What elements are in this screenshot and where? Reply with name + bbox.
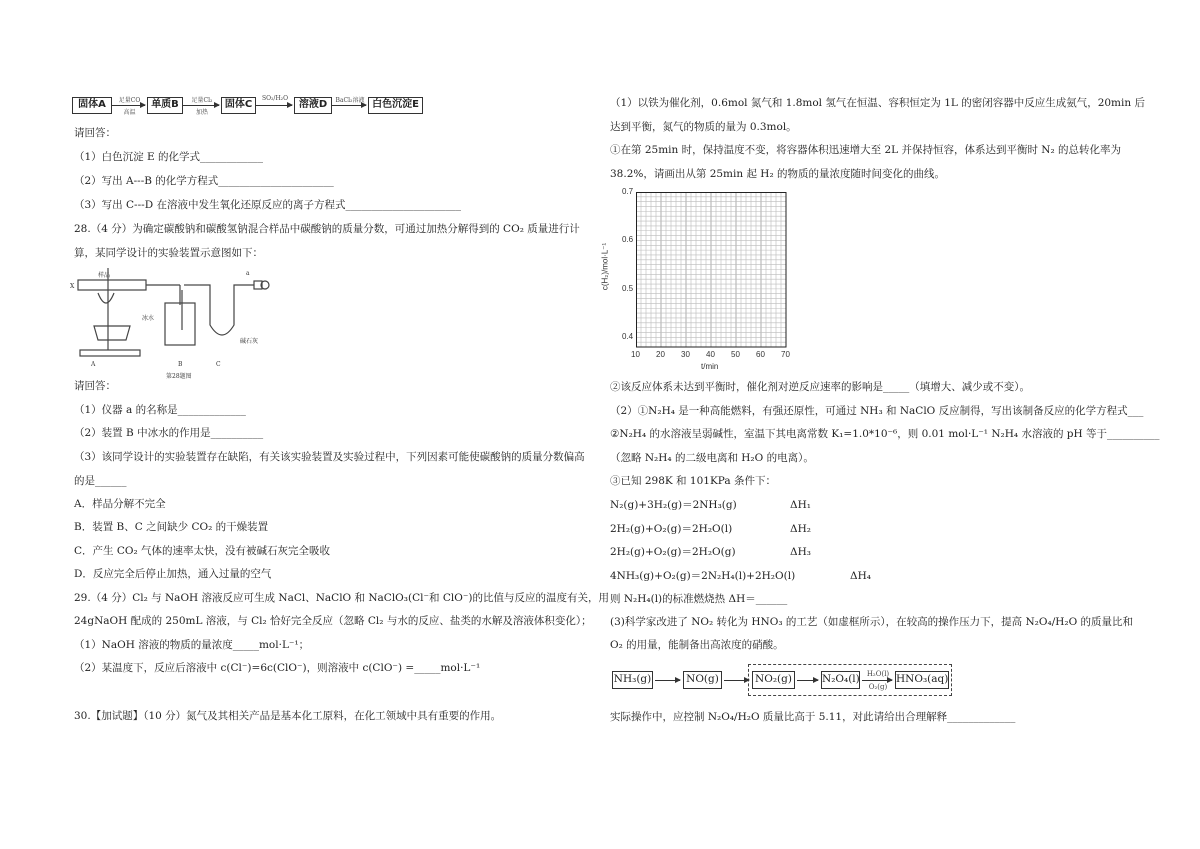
y-tick-label: 0.6 <box>622 235 634 245</box>
question-29-line: （2）某温度下，反应后溶液中 c(Cl⁻)=6c(ClO⁻)，则溶液中 c(ClO⁻) =_____mol·L⁻¹ <box>74 662 481 674</box>
question-28-intro: 28.（4 分）为确定碳酸钠和碳酸氢钠混合样品中碳酸钠的质量分数，可通过加热分解得到的 CO₂ 质量进行计 <box>74 223 580 235</box>
question-30-heading: 30.【加试题】（10 分）氮气及其相关产品是基本化工原料，在化工领域中具有重要的作用。 <box>74 710 502 722</box>
flow-box: NO₂(g) <box>752 671 795 689</box>
flow-arrow <box>862 680 892 681</box>
question-30-part2-line: ②该反应体系未达到平衡时，催化剂对逆反应速率的影响是_____（填增大、减少或不变）。 <box>610 381 1030 393</box>
question-30-part2-line: （忽略 N₂H₄ 的二级电离和 H₂O 的电离）。 <box>610 452 814 464</box>
flow-arrow <box>332 105 366 106</box>
question-28-line: 请回答： <box>74 380 116 392</box>
question-30-part2-line: ②N₂H₄ 的水溶液呈弱碱性，室温下其电离常数 K₁=1.0*10⁻⁶，则 0.01 mol·L⁻¹ N₂H₄ 水溶液的 pH 等于__________ <box>610 428 1160 440</box>
arrow-label-bottom: 高温 <box>123 109 136 116</box>
flow-arrow <box>797 680 818 681</box>
question-28-line: （1）仪器 a 的名称是_____________ <box>74 404 246 416</box>
x-tick-label: 60 <box>756 350 765 359</box>
apparatus-figure <box>70 268 270 380</box>
x-tick-label: 40 <box>706 350 715 359</box>
question-27-line: （2）写出 A---B 的化学方程式______________________ <box>74 175 334 187</box>
flow-box: 溶液D <box>294 97 332 114</box>
arrow-label-bottom: 加热 <box>195 109 208 116</box>
equation: N₂(g)+3H₂(g)＝2NH₃(g) <box>610 499 737 511</box>
question-27-line: （3）写出 C---D 在溶液中发生氧化还原反应的离子方程式______________________ <box>74 199 461 211</box>
flow-box: HNO₃(aq) <box>895 671 949 689</box>
question-28-line: （3）该同学设计的实验装置存在缺陷，有关该实验装置及实验过程中，下列因素可能使碳酸钠的质量分数偏高 <box>74 451 585 463</box>
arrow-label-top: SO₂/H₂O <box>261 95 288 102</box>
grid-lines <box>636 192 787 348</box>
question-28-intro: 算，某同学设计的实验装置示意图如下： <box>74 247 263 259</box>
enthalpy-label: ΔH₄ <box>850 569 871 582</box>
question-28-line: D．反应完全后停止加热，通入过量的空气 <box>74 568 272 580</box>
question-27-line: （1）白色沉淀 E 的化学式____________ <box>74 151 264 163</box>
flow-box: 固体C <box>221 97 256 114</box>
question-30-final-line: 实际操作中，应控制 N₂O₄/H₂O 质量比高于 5.11，对此请给出合理解释_____________ <box>610 711 1016 723</box>
arrow-label-top: H₂O(l) <box>866 670 890 678</box>
question-30-part1-line: ①在第 25min 时，保持温度不变，将容器体积迅速增大至 2L 并保持恒容，体系达到平衡时 N₂ 的总转化率为 <box>610 144 1122 156</box>
enthalpy-label: ΔH₂ <box>790 522 811 535</box>
apparatus-label-C: C <box>216 361 221 368</box>
question-28-line: B．装置 B、C 之间缺少 CO₂ 的干燥装置 <box>74 521 269 533</box>
arrow-label-top: BaCl₂溶液 <box>335 97 365 104</box>
question-28-line: A．样品分解不完全 <box>74 498 166 510</box>
flow-box: N₂O₄(l) <box>821 671 860 689</box>
x-tick-label: 30 <box>681 350 690 359</box>
apparatus-label-B: B <box>178 361 183 368</box>
flow-arrow <box>655 680 680 681</box>
x-tick-label: 50 <box>731 350 740 359</box>
flow-box: NH₃(g) <box>612 671 653 689</box>
x-tick-label: 70 <box>781 350 790 359</box>
equation: 4NH₃(g)+O₂(g)＝2N₂H₄(l)+2H₂O(l) <box>610 569 796 582</box>
x-tick-label: 10 <box>631 350 640 359</box>
apparatus-label-soda_lime: 碱石灰 <box>240 338 259 345</box>
equation: 2H₂(g)+O₂(g)＝2H₂O(l) <box>610 522 733 535</box>
question-28-line: 的是______ <box>74 475 127 487</box>
question-30-part2-line: （2）①N₂H₄ 是一种高能燃料，有强还原性，可通过 NH₃ 和 NaClO 反应制得，写出该制备反应的化学方程式___ <box>610 405 1144 417</box>
arrow-label-top: 足量CO <box>118 97 141 104</box>
apparatus-label-caption: 第28题图 <box>166 373 192 380</box>
apparatus-label-sample: 样品 <box>98 272 111 279</box>
question-28-line: （2）装置 B 中冰水的作用是__________ <box>74 427 264 439</box>
question-27-line: 请回答： <box>74 127 116 139</box>
question-30-part3-line: O₂ 的用量，能制备出高浓度的硝酸。 <box>610 639 784 651</box>
enthalpy-label: ΔH₁ <box>790 499 811 511</box>
question-30-part1-line: 38.2%，请画出从第 25min 起 H₂ 的物质的量浓度随时间变化的曲线。 <box>610 168 946 180</box>
flow-box: 单质B <box>147 97 183 114</box>
equation: 2H₂(g)+O₂(g)＝2H₂O(g) <box>610 546 736 558</box>
question-29-line: 29.（4 分）Cl₂ 与 NaOH 溶液反应可生成 NaCl、NaClO 和 NaClO₃(Cl⁻和 ClO⁻)的比值与反应的温度有关，用 <box>74 592 610 604</box>
arrow-label-top: 足量Cl₂ <box>191 97 213 104</box>
y-tick-label: 0.4 <box>622 332 634 342</box>
question-30-part3-line: (3)科学家改进了 NO₂ 转化为 HNO₃ 的工艺（如虚框所示），在较高的操作压力下，提高 N₂O₄/H₂O 的质量比和 <box>610 616 1134 628</box>
question-30-part3-line: 则 N₂H₄(l)的标准燃烧热 ΔH＝______ <box>610 593 788 605</box>
arrow-label-bottom: O₂(g) <box>868 683 888 691</box>
x-axis-label: t/min <box>701 362 719 371</box>
question-29-line: 24gNaOH 配成的 250mL 溶液，与 Cl₂ 恰好完全反应（忽略 Cl₂ 与水的反应、盐类的水解及溶液体积变化）； <box>74 615 592 627</box>
flow-arrow <box>724 680 749 681</box>
apparatus-label-A: A <box>91 361 96 368</box>
apparatus-label-ice: 冰水 <box>142 315 155 322</box>
enthalpy-label: ΔH₃ <box>790 546 811 558</box>
question-30-part1-line: 达到平衡，氮气的物质的量为 0.3mol。 <box>610 121 797 133</box>
flow-arrow <box>256 105 292 106</box>
question-30-part2-line: ③已知 298K 和 101KPa 条件下： <box>610 475 776 487</box>
x-tick-label: 20 <box>656 350 665 359</box>
y-tick-label: 0.5 <box>622 283 634 293</box>
y-axis-label: c(H₂)/mol·L⁻¹ <box>600 242 610 291</box>
apparatus-label-a: a <box>246 270 250 277</box>
apparatus-label-x: X <box>70 283 75 290</box>
question-29-line: （1）NaOH 溶液的物质的量浓度_____mol·L⁻¹； <box>74 639 310 651</box>
flow-box: 固体A <box>72 97 112 114</box>
question-30-part1-line: （1）以铁为催化剂，0.6mol 氮气和 1.8mol 氢气在恒温、容积恒定为 1L 的密闭容器中反应生成氨气，20min 后 <box>610 97 1145 109</box>
flow-box: 白色沉淀E <box>368 97 423 114</box>
flow-arrow <box>183 105 219 106</box>
flow-arrow <box>112 105 145 106</box>
flow-box: NO(g) <box>683 671 722 689</box>
y-tick-label: 0.7 <box>622 187 634 196</box>
question-28-line: C．产生 CO₂ 气体的速率太快，没有被碱石灰完全吸收 <box>74 545 331 557</box>
